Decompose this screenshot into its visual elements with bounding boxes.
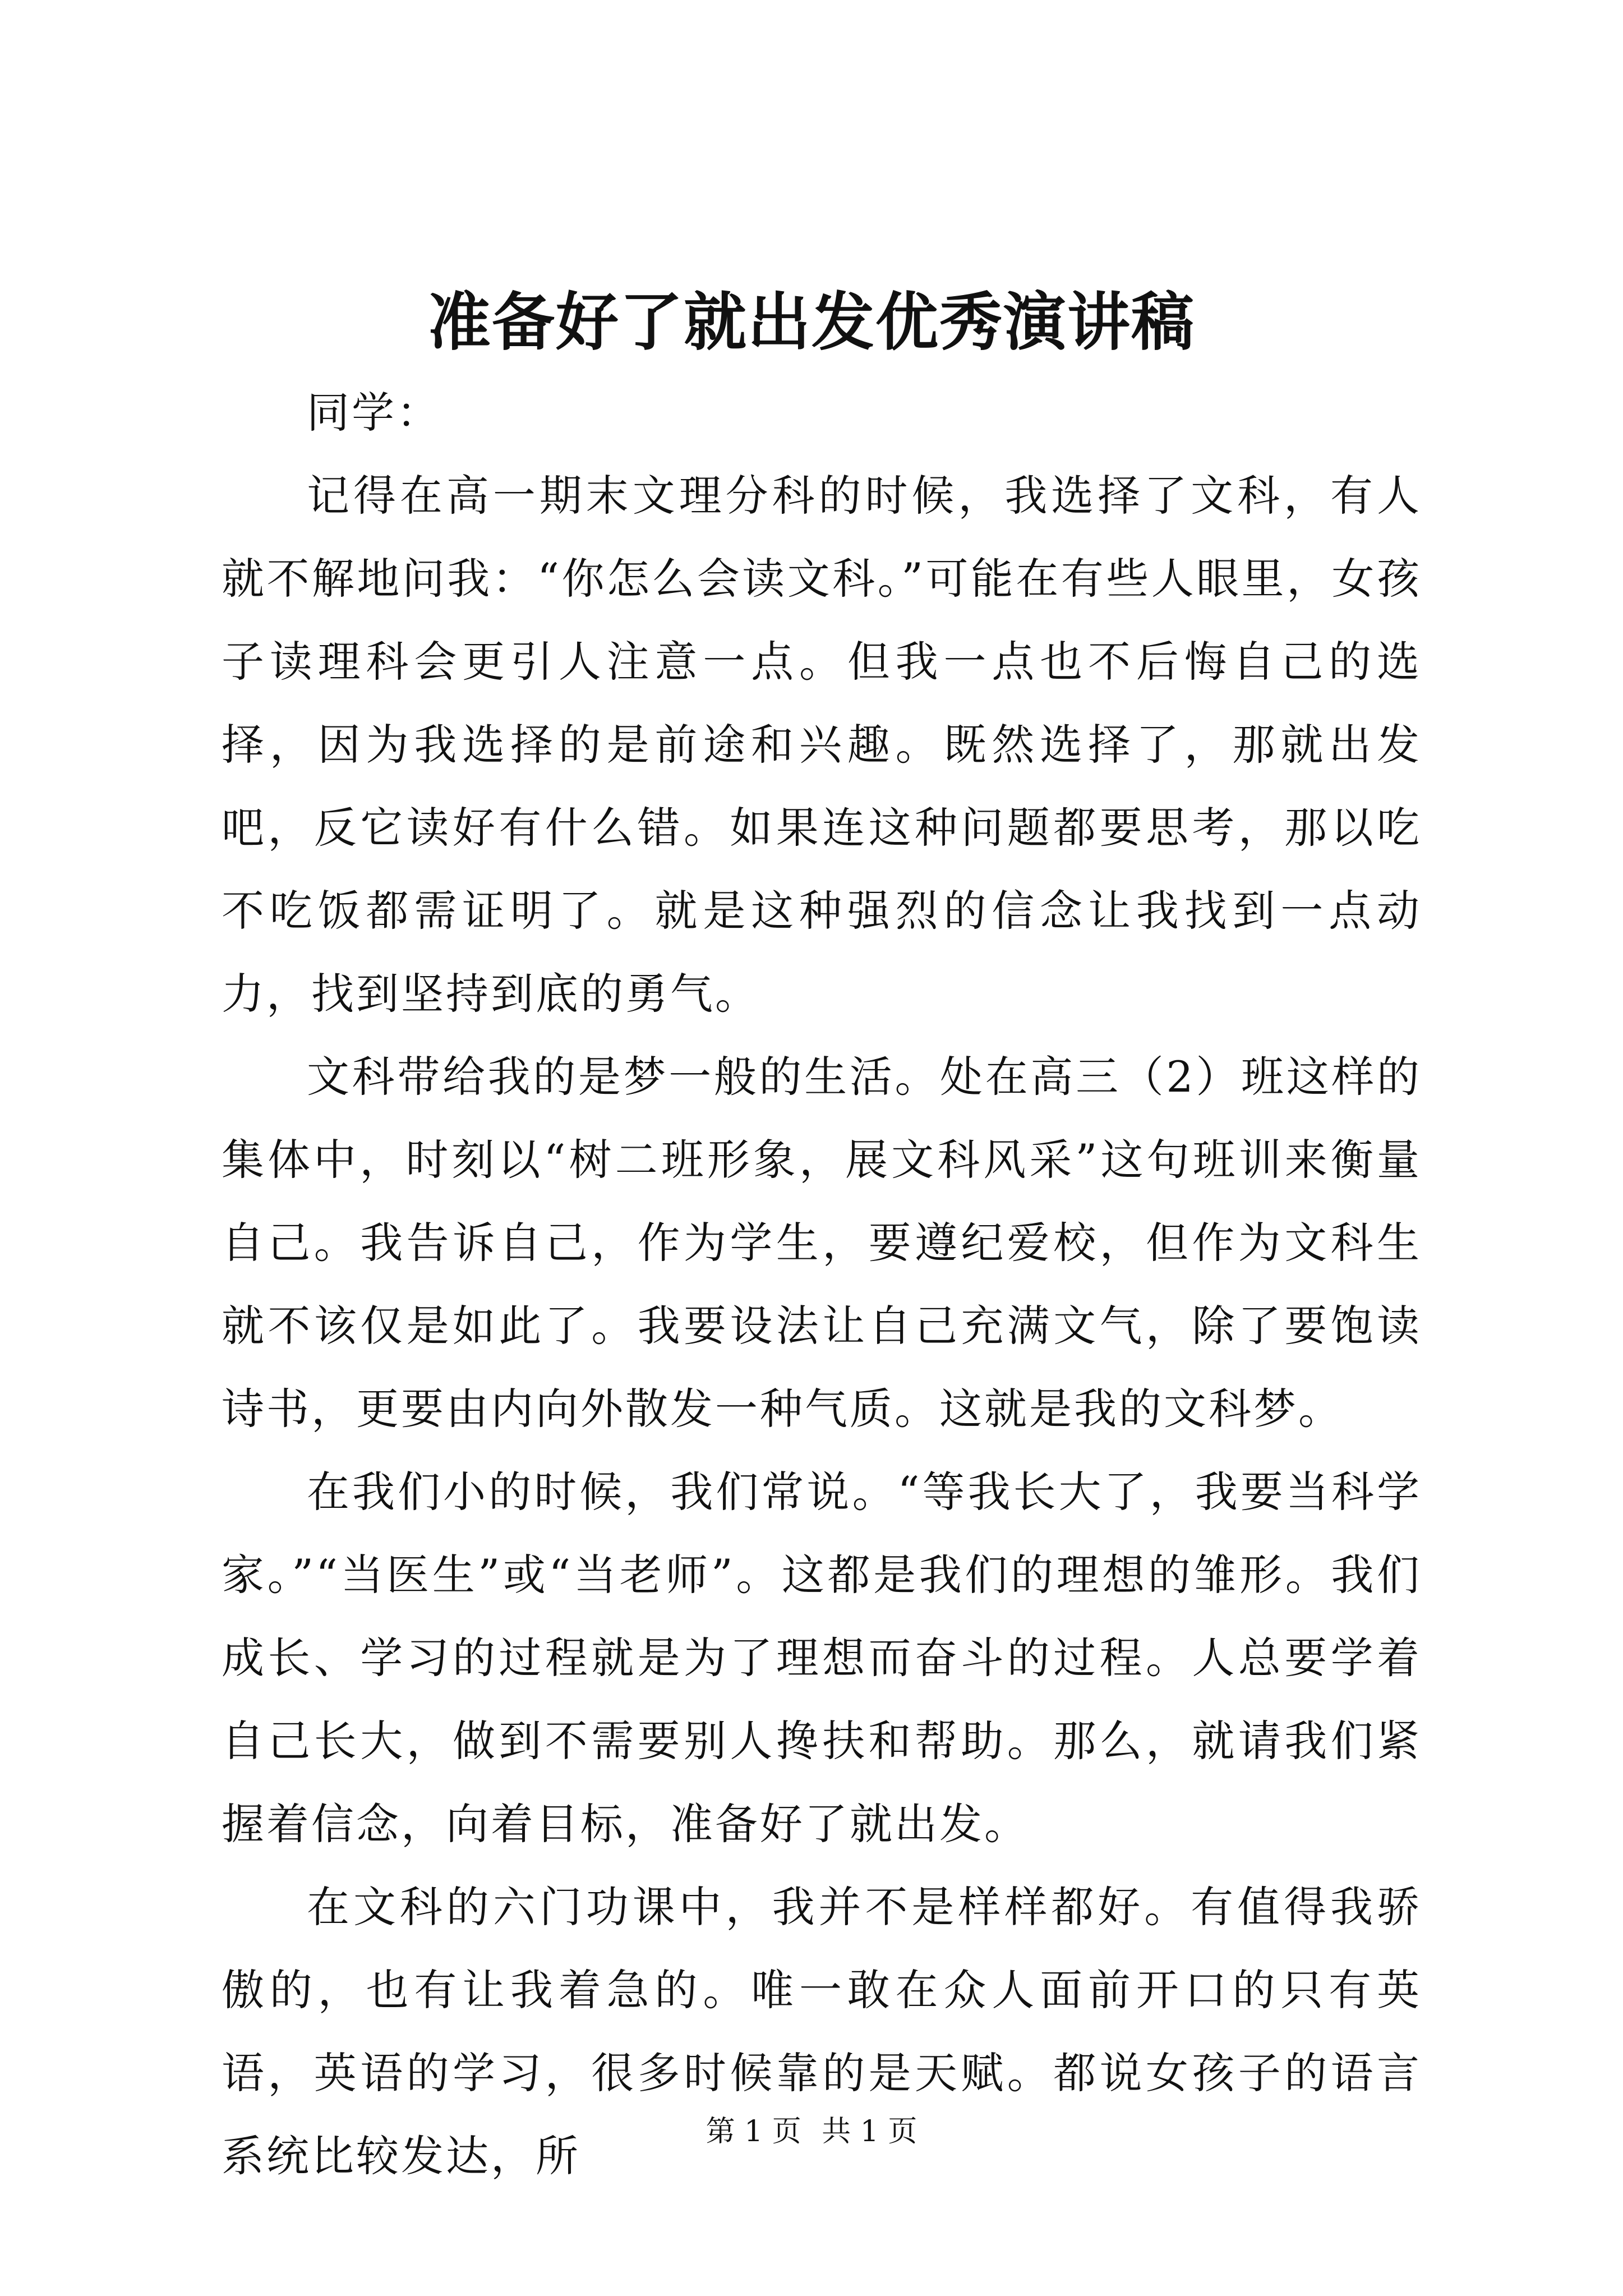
document-body (222, 371, 1422, 2198)
salutation: 同学： (307, 388, 441, 438)
page-number: 第 1 页 (706, 2115, 801, 2148)
page-total: 共 1 页 (822, 2115, 917, 2148)
paragraph: 文科带给我的是梦一般的生活。处在高三（2）班这样的集体中，时刻以“树二班形象，展文科风采”这句班训来衡量自己。我告诉自己，作为学生，要遵纪爱校，但作为文科生就不该仅是如此了。我要设法让自己充满文气，除了要饱读诗书，更要由内向外散发一种气质。这就是我的文科梦。 (222, 1052, 1422, 1434)
paragraph: 记得在高一期末文理分科的时候，我选择了文科，有人就不解地问我：“你怎么会读文科。”可能在有些人眼里，女孩子读理科会更引人注意一点。但我一点也不后悔自己的选择，因为我选择的是前途和兴趣。既然选择了，那就出发吧，反它读好有什么错。如果连这种问题都要思考，那以吃不吃饭都需证明了。就是这种强烈的信念让我找到一点动力，找到坚持到底的勇气。 (222, 471, 1422, 1019)
paragraph: 在我们小的时候，我们常说。“等我长大了，我要当科学家。”“当医生”或“当老师”。这都是我们的理想的雏形。我们成长、学习的过程就是为了理想而奋斗的过程。人总要学着自己长大，做到不需要别人搀扶和帮助。那么，就请我们紧握着信念，向着目标，准备好了就出发。 (222, 1467, 1422, 1849)
paragraph: 在文科的六门功课中，我并不是样样都好。有值得我骄傲的，也有让我着急的。唯一敢在众人面前开口的只有英语，英语的学习，很多时候靠的是天赋。都说女孩子的语言系统比较发达，所 (222, 1882, 1422, 2181)
document-title: 准备好了就出发优秀演讲稿 (428, 286, 1195, 359)
page-footer (0, 2112, 1623, 2151)
